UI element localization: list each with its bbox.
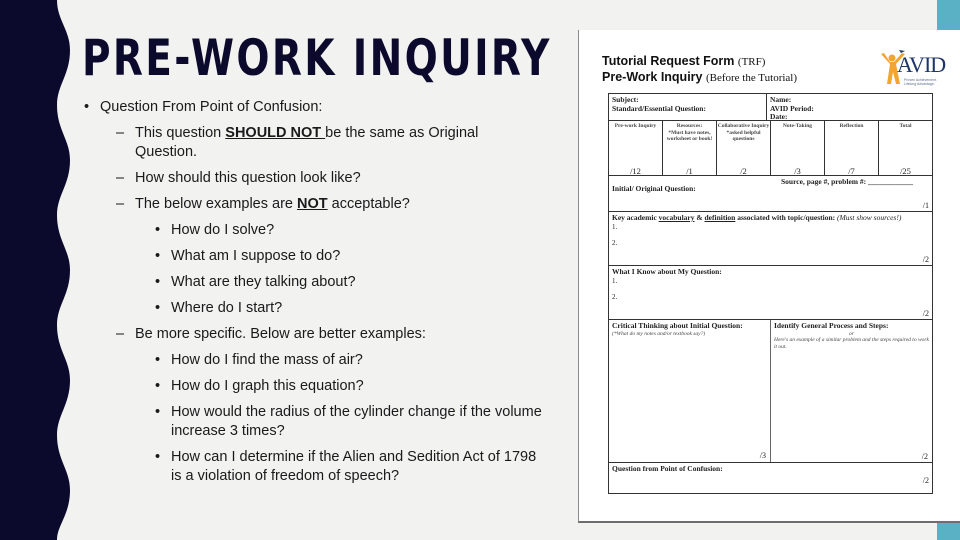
- score-col-total: Total /25: [899, 123, 912, 176]
- dash-marker: –: [116, 125, 125, 141]
- score-col-notetaking: Note-Taking /3: [771, 121, 825, 175]
- process-steps-section: Identify General Process and Steps: or Here's an example of a similar problem and the steps required to work it out. /2: [774, 321, 929, 461]
- form-title: Tutorial Request Form (TRF): [602, 54, 766, 68]
- form-table: [608, 93, 933, 494]
- score-col-collaborative: Collaborative Inquiry *asked helpful questions /2: [717, 123, 770, 176]
- critical-thinking-process-row: [609, 319, 932, 462]
- navy-wave-border: [0, 0, 80, 540]
- dash-marker: –: [116, 170, 125, 186]
- form-subtitle: Pre-Work Inquiry (Before the Tutorial): [602, 70, 798, 84]
- sub-bullet-be-specific: – Be more specific. Below are better examples:: [116, 326, 426, 342]
- bad-example: • Where do I start?: [155, 300, 283, 316]
- avid-tagline: Proven Achievement. Lifelong Advantage.: [904, 78, 938, 86]
- slide-body: [78, 98, 558, 493]
- emphasis-not: NOT: [297, 196, 328, 212]
- bad-example: • What are they talking about?: [155, 274, 356, 290]
- sub-bullet-not-acceptable: – The below examples are NOT acceptable?: [116, 196, 410, 212]
- initial-question-section: Initial/ Original Question: Source, page #, problem #: ____________ /1: [609, 175, 932, 211]
- emphasis-should-not: SHOULD NOT: [225, 125, 326, 141]
- good-example: • How would the radius of the cylinder change if the volume increase 3 times?: [155, 404, 542, 439]
- slide-title: PRE-WORK INQUIRY: [82, 29, 552, 87]
- good-example: • How can I determine if the Alien and Sedition Act of 1798 is a violation of freedom of speech?: [155, 449, 537, 484]
- bad-example: • What am I suppose to do?: [155, 248, 341, 264]
- critical-thinking-section: Critical Thinking about Initial Question: (*What do my notes and/or textbook say?) /3: [609, 320, 771, 462]
- sub-bullet-should-not: – This question SHOULD NOT be the same as Original Question.: [116, 125, 479, 160]
- tutorial-request-form-image: [578, 30, 960, 523]
- bad-example: • How do I solve?: [155, 222, 275, 238]
- point-of-confusion-section: Question from Point of Confusion: /2: [609, 462, 932, 493]
- score-col-prework: Pre-work Inquiry /12: [609, 121, 663, 175]
- avid-wordmark: AVID: [897, 52, 946, 77]
- sub-bullet-how-should-look: – How should this question look like?: [116, 170, 361, 186]
- score-col-reflection: Reflection /7: [825, 121, 879, 175]
- good-example: • How do I find the mass of air?: [155, 352, 363, 368]
- form-header-row: Subject: Standard/Essential Question: Name: AVID Period: Date:: [609, 94, 932, 120]
- what-i-know-section: What I Know about My Question: 1. 2. /2: [609, 265, 932, 319]
- score-columns-row: [609, 120, 932, 175]
- dash-marker: –: [116, 326, 125, 342]
- good-example: • How do I graph this equation?: [155, 378, 364, 394]
- bullet-point-of-confusion: • Question From Point of Confusion:: [78, 98, 558, 117]
- dash-marker: –: [116, 196, 125, 212]
- score-col-resources: Resources: *Must have notes, worksheet or book! /1: [663, 121, 717, 175]
- avid-logo: [879, 48, 946, 88]
- vocabulary-section: Key academic vocabulary & definition associated with topic/question: (Must show sources!) 1. 2. /2: [609, 211, 932, 265]
